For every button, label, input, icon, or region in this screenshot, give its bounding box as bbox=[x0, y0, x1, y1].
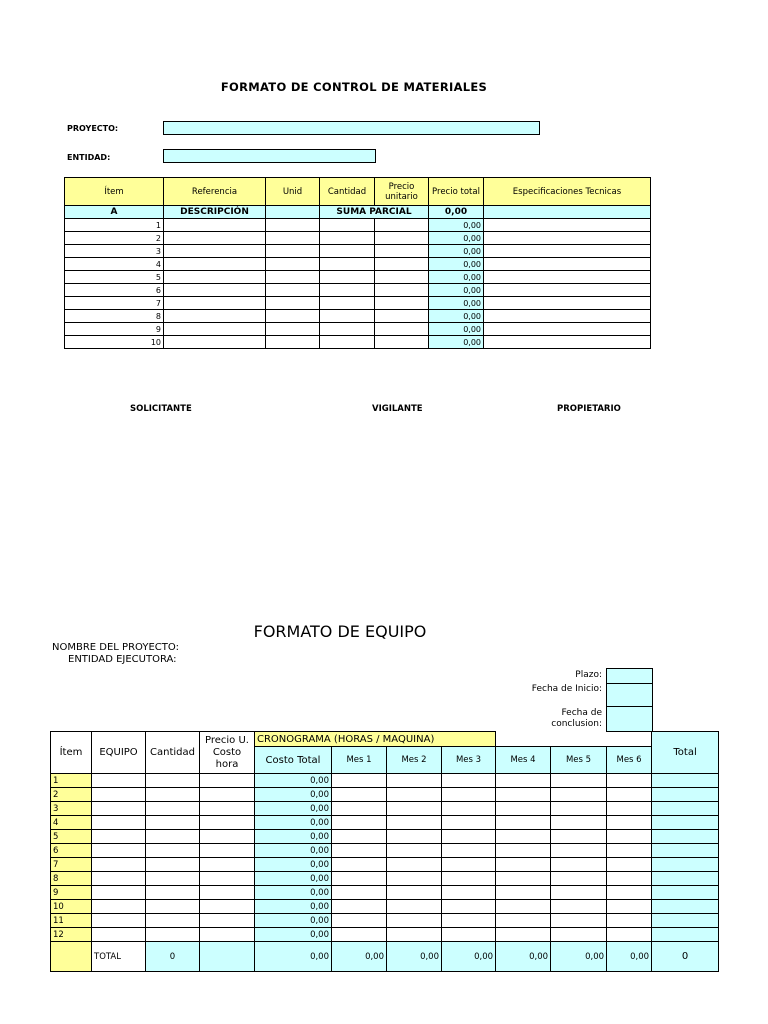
materiales-row bbox=[65, 271, 651, 284]
eq-row-precio-cell[interactable] bbox=[200, 914, 255, 928]
eq-row-item-number: 9 bbox=[51, 886, 92, 900]
eq-row-costo-total: 0,00 bbox=[255, 914, 332, 928]
row-item-number: 3 bbox=[65, 245, 164, 258]
eq-row-mes-6-cell[interactable] bbox=[607, 900, 652, 914]
row-precio-total: 0,00 bbox=[429, 284, 484, 297]
eq-row-mes-2-cell[interactable] bbox=[387, 858, 442, 872]
eq-row-mes-4-cell[interactable] bbox=[496, 816, 551, 830]
row-item-number: 7 bbox=[65, 297, 164, 310]
row-unid-cell[interactable] bbox=[266, 219, 320, 232]
eq-row-item-number: 1 bbox=[51, 774, 92, 788]
eq-row-precio-cell[interactable] bbox=[200, 886, 255, 900]
row-referencia-cell[interactable] bbox=[164, 245, 266, 258]
row-item-number: 9 bbox=[65, 323, 164, 336]
eq-row-total-cell bbox=[652, 774, 719, 788]
eq-row-costo-total: 0,00 bbox=[255, 928, 332, 942]
eq-row-mes-5-cell[interactable] bbox=[551, 844, 607, 858]
row-precio-unitario-cell[interactable] bbox=[375, 271, 429, 284]
fecha-inicio-field[interactable] bbox=[606, 683, 653, 707]
eq-row-item-number: 6 bbox=[51, 844, 92, 858]
eq-row-equipo-cell[interactable] bbox=[92, 816, 146, 830]
eq-row-precio-cell[interactable] bbox=[200, 872, 255, 886]
signature-solicitante: SOLICITANTE bbox=[130, 404, 192, 414]
materiales-title: FORMATO DE CONTROL DE MATERIALES bbox=[220, 80, 488, 94]
row-referencia-cell[interactable] bbox=[164, 219, 266, 232]
equipo-row bbox=[51, 788, 719, 802]
eq-row-mes-3-cell[interactable] bbox=[442, 830, 496, 844]
eq-row-mes-1-cell[interactable] bbox=[332, 928, 387, 942]
eq-row-cantidad-cell[interactable] bbox=[146, 802, 200, 816]
eq-row-costo-total: 0,00 bbox=[255, 844, 332, 858]
eq-total-mes-6: 0,00 bbox=[607, 942, 652, 972]
row-item-number: 10 bbox=[65, 336, 164, 349]
eq-row-mes-3-cell[interactable] bbox=[442, 886, 496, 900]
eq-row-total-cell bbox=[652, 872, 719, 886]
eq-row-mes-3-cell[interactable] bbox=[442, 774, 496, 788]
eq-row-mes-1-cell[interactable] bbox=[332, 816, 387, 830]
row-referencia-cell[interactable] bbox=[164, 271, 266, 284]
row-especificaciones-cell[interactable] bbox=[484, 323, 651, 336]
equipo-row bbox=[51, 900, 719, 914]
eq-row-item-number: 4 bbox=[51, 816, 92, 830]
eq-row-precio-cell[interactable] bbox=[200, 788, 255, 802]
eq-row-precio-cell[interactable] bbox=[200, 928, 255, 942]
eq-row-total-cell bbox=[652, 886, 719, 900]
row-cantidad-cell[interactable] bbox=[320, 297, 375, 310]
plazo-field[interactable] bbox=[606, 668, 653, 684]
eq-row-mes-5-cell[interactable] bbox=[551, 928, 607, 942]
eq-row-precio-cell[interactable] bbox=[200, 844, 255, 858]
header-item: Ítem bbox=[65, 178, 164, 206]
row-precio-unitario-cell[interactable] bbox=[375, 219, 429, 232]
eq-row-mes-6-cell[interactable] bbox=[607, 858, 652, 872]
row-referencia-cell[interactable] bbox=[164, 232, 266, 245]
eq-header-mes-4: Mes 4 bbox=[496, 747, 551, 774]
eq-row-equipo-cell[interactable] bbox=[92, 928, 146, 942]
eq-total-costo: 0,00 bbox=[255, 942, 332, 972]
eq-row-mes-2-cell[interactable] bbox=[387, 788, 442, 802]
eq-row-total-cell bbox=[652, 844, 719, 858]
eq-row-equipo-cell[interactable] bbox=[92, 802, 146, 816]
eq-row-costo-total: 0,00 bbox=[255, 816, 332, 830]
eq-row-total-cell bbox=[652, 928, 719, 942]
row-cantidad-cell[interactable] bbox=[320, 336, 375, 349]
row-especificaciones-cell[interactable] bbox=[484, 232, 651, 245]
eq-row-mes-2-cell[interactable] bbox=[387, 830, 442, 844]
eq-total-mes-5: 0,00 bbox=[551, 942, 607, 972]
eq-row-item-number: 2 bbox=[51, 788, 92, 802]
eq-row-equipo-cell[interactable] bbox=[92, 830, 146, 844]
eq-row-cantidad-cell[interactable] bbox=[146, 844, 200, 858]
eq-row-cantidad-cell[interactable] bbox=[146, 928, 200, 942]
row-item-number: 5 bbox=[65, 271, 164, 284]
eq-row-item-number: 8 bbox=[51, 872, 92, 886]
eq-row-mes-3-cell[interactable] bbox=[442, 788, 496, 802]
eq-row-mes-5-cell[interactable] bbox=[551, 900, 607, 914]
eq-row-item-number: 7 bbox=[51, 858, 92, 872]
materiales-row bbox=[65, 232, 651, 245]
eq-row-mes-6-cell[interactable] bbox=[607, 928, 652, 942]
row-cantidad-cell[interactable] bbox=[320, 245, 375, 258]
eq-row-mes-4-cell[interactable] bbox=[496, 914, 551, 928]
row-especificaciones-cell[interactable] bbox=[484, 284, 651, 297]
eq-row-item-number: 12 bbox=[51, 928, 92, 942]
row-cantidad-cell[interactable] bbox=[320, 284, 375, 297]
row-precio-total: 0,00 bbox=[429, 245, 484, 258]
eq-row-costo-total: 0,00 bbox=[255, 858, 332, 872]
eq-row-costo-total: 0,00 bbox=[255, 900, 332, 914]
eq-row-mes-1-cell[interactable] bbox=[332, 844, 387, 858]
eq-row-mes-6-cell[interactable] bbox=[607, 802, 652, 816]
fecha-inicio-label: Fecha de Inicio: bbox=[531, 684, 602, 694]
proyecto-label: PROYECTO: bbox=[67, 124, 119, 133]
materiales-row bbox=[65, 284, 651, 297]
eq-row-cantidad-cell[interactable] bbox=[146, 788, 200, 802]
header-precio-total: Precio total bbox=[429, 178, 484, 206]
materiales-row bbox=[65, 245, 651, 258]
eq-row-mes-2-cell[interactable] bbox=[387, 844, 442, 858]
row-referencia-cell[interactable] bbox=[164, 284, 266, 297]
eq-row-mes-1-cell[interactable] bbox=[332, 830, 387, 844]
eq-row-mes-6-cell[interactable] bbox=[607, 774, 652, 788]
eq-header-cantidad: Cantidad bbox=[146, 732, 200, 774]
eq-row-mes-1-cell[interactable] bbox=[332, 900, 387, 914]
eq-row-cantidad-cell[interactable] bbox=[146, 886, 200, 900]
row-precio-total: 0,00 bbox=[429, 232, 484, 245]
eq-row-cantidad-cell[interactable] bbox=[146, 774, 200, 788]
eq-row-mes-4-cell[interactable] bbox=[496, 788, 551, 802]
eq-row-mes-6-cell[interactable] bbox=[607, 872, 652, 886]
eq-row-costo-total: 0,00 bbox=[255, 774, 332, 788]
row-referencia-cell[interactable] bbox=[164, 323, 266, 336]
eq-header-mes-3: Mes 3 bbox=[442, 747, 496, 774]
row-item-number: 4 bbox=[65, 258, 164, 271]
eq-row-mes-3-cell[interactable] bbox=[442, 900, 496, 914]
eq-row-mes-1-cell[interactable] bbox=[332, 802, 387, 816]
nombre-proyecto-label: NOMBRE DEL PROYECTO: bbox=[52, 642, 179, 653]
eq-row-mes-5-cell[interactable] bbox=[551, 914, 607, 928]
eq-row-mes-2-cell[interactable] bbox=[387, 914, 442, 928]
row-especificaciones-cell[interactable] bbox=[484, 245, 651, 258]
eq-total-mes-2: 0,00 bbox=[387, 942, 442, 972]
eq-row-mes-5-cell[interactable] bbox=[551, 886, 607, 900]
signature-propietario: PROPIETARIO bbox=[557, 404, 621, 414]
eq-row-mes-6-cell[interactable] bbox=[607, 914, 652, 928]
eq-header-mes-5: Mes 5 bbox=[551, 747, 607, 774]
row-unid-cell[interactable] bbox=[266, 258, 320, 271]
row-item-number: 1 bbox=[65, 219, 164, 232]
equipo-row bbox=[51, 886, 719, 900]
eq-row-mes-6-cell[interactable] bbox=[607, 886, 652, 900]
eq-row-cantidad-cell[interactable] bbox=[146, 900, 200, 914]
eq-row-mes-2-cell[interactable] bbox=[387, 928, 442, 942]
eq-row-costo-total: 0,00 bbox=[255, 830, 332, 844]
eq-row-mes-4-cell[interactable] bbox=[496, 774, 551, 788]
row-cantidad-cell[interactable] bbox=[320, 271, 375, 284]
eq-row-equipo-cell[interactable] bbox=[92, 872, 146, 886]
header-especificaciones: Especificaciones Tecnicas bbox=[484, 178, 651, 206]
row-cantidad-cell[interactable] bbox=[320, 310, 375, 323]
eq-row-mes-3-cell[interactable] bbox=[442, 816, 496, 830]
eq-row-item-number: 11 bbox=[51, 914, 92, 928]
eq-header-mes-2: Mes 2 bbox=[387, 747, 442, 774]
eq-header-total: Total bbox=[652, 732, 719, 774]
eq-row-mes-1-cell[interactable] bbox=[332, 774, 387, 788]
entidad-field[interactable] bbox=[163, 149, 376, 163]
eq-row-mes-3-cell[interactable] bbox=[442, 858, 496, 872]
equipo-row bbox=[51, 844, 719, 858]
equipo-row bbox=[51, 816, 719, 830]
eq-row-total-cell bbox=[652, 914, 719, 928]
eq-row-mes-6-cell[interactable] bbox=[607, 830, 652, 844]
row-especificaciones-cell[interactable] bbox=[484, 271, 651, 284]
header-precio-unitario: Precio unitario bbox=[375, 178, 429, 206]
eq-row-mes-3-cell[interactable] bbox=[442, 928, 496, 942]
row-cantidad-cell[interactable] bbox=[320, 258, 375, 271]
eq-header-cronograma: CRONOGRAMA (HORAS / MAQUINA) bbox=[255, 732, 496, 747]
eq-row-mes-4-cell[interactable] bbox=[496, 844, 551, 858]
row-unid-cell[interactable] bbox=[266, 245, 320, 258]
eq-row-cantidad-cell[interactable] bbox=[146, 872, 200, 886]
equipo-row bbox=[51, 928, 719, 942]
eq-row-mes-4-cell[interactable] bbox=[496, 802, 551, 816]
eq-row-mes-3-cell[interactable] bbox=[442, 914, 496, 928]
eq-row-mes-2-cell[interactable] bbox=[387, 872, 442, 886]
signature-vigilante: VIGILANTE bbox=[372, 404, 423, 414]
equipo-header-row-1 bbox=[51, 732, 719, 747]
row-unid-cell[interactable] bbox=[266, 271, 320, 284]
row-unid-cell[interactable] bbox=[266, 284, 320, 297]
entidad-ejecutora-label: ENTIDAD EJECUTORA: bbox=[68, 654, 177, 665]
materiales-table bbox=[64, 177, 651, 349]
eq-row-precio-cell[interactable] bbox=[200, 774, 255, 788]
eq-header-mes-6: Mes 6 bbox=[607, 747, 652, 774]
row-precio-total: 0,00 bbox=[429, 310, 484, 323]
eq-row-mes-2-cell[interactable] bbox=[387, 886, 442, 900]
eq-header-mes-1: Mes 1 bbox=[332, 747, 387, 774]
eq-row-precio-cell[interactable] bbox=[200, 830, 255, 844]
eq-row-mes-5-cell[interactable] bbox=[551, 788, 607, 802]
eq-row-mes-6-cell[interactable] bbox=[607, 816, 652, 830]
equipo-row bbox=[51, 802, 719, 816]
section-descripcion: DESCRIPCIÓN bbox=[164, 206, 266, 219]
eq-row-mes-4-cell[interactable] bbox=[496, 900, 551, 914]
eq-total-total: 0 bbox=[652, 942, 719, 972]
proyecto-field[interactable] bbox=[163, 121, 540, 135]
eq-total-label: TOTAL bbox=[92, 942, 146, 972]
eq-row-mes-5-cell[interactable] bbox=[551, 774, 607, 788]
equipo-row bbox=[51, 858, 719, 872]
eq-row-equipo-cell[interactable] bbox=[92, 774, 146, 788]
row-precio-total: 0,00 bbox=[429, 297, 484, 310]
eq-row-cantidad-cell[interactable] bbox=[146, 914, 200, 928]
section-item: A bbox=[65, 206, 164, 219]
eq-row-mes-4-cell[interactable] bbox=[496, 830, 551, 844]
eq-row-mes-4-cell[interactable] bbox=[496, 886, 551, 900]
eq-header-precio: Precio U. Costo hora bbox=[200, 732, 255, 774]
eq-row-mes-4-cell[interactable] bbox=[496, 928, 551, 942]
eq-row-mes-1-cell[interactable] bbox=[332, 872, 387, 886]
eq-row-cantidad-cell[interactable] bbox=[146, 830, 200, 844]
eq-total-mes-1: 0,00 bbox=[332, 942, 387, 972]
materiales-row bbox=[65, 323, 651, 336]
row-cantidad-cell[interactable] bbox=[320, 323, 375, 336]
eq-header-item: Ítem bbox=[51, 732, 92, 774]
eq-row-mes-1-cell[interactable] bbox=[332, 858, 387, 872]
eq-row-item-number: 3 bbox=[51, 802, 92, 816]
row-precio-total: 0,00 bbox=[429, 258, 484, 271]
eq-row-precio-cell[interactable] bbox=[200, 802, 255, 816]
eq-row-total-cell bbox=[652, 788, 719, 802]
eq-row-equipo-cell[interactable] bbox=[92, 886, 146, 900]
equipo-title: FORMATO DE EQUIPO bbox=[253, 622, 427, 641]
eq-row-costo-total: 0,00 bbox=[255, 802, 332, 816]
eq-row-precio-cell[interactable] bbox=[200, 816, 255, 830]
eq-row-mes-5-cell[interactable] bbox=[551, 858, 607, 872]
row-cantidad-cell[interactable] bbox=[320, 232, 375, 245]
materiales-row bbox=[65, 219, 651, 232]
eq-row-equipo-cell[interactable] bbox=[92, 914, 146, 928]
eq-row-costo-total: 0,00 bbox=[255, 872, 332, 886]
eq-row-item-number: 5 bbox=[51, 830, 92, 844]
eq-row-costo-total: 0,00 bbox=[255, 788, 332, 802]
row-precio-unitario-cell[interactable] bbox=[375, 336, 429, 349]
row-referencia-cell[interactable] bbox=[164, 258, 266, 271]
row-especificaciones-cell[interactable] bbox=[484, 297, 651, 310]
row-precio-total: 0,00 bbox=[429, 336, 484, 349]
eq-total-mes-4: 0,00 bbox=[496, 942, 551, 972]
eq-row-mes-6-cell[interactable] bbox=[607, 844, 652, 858]
row-unid-cell[interactable] bbox=[266, 336, 320, 349]
materiales-row bbox=[65, 336, 651, 349]
eq-total-cantidad: 0 bbox=[146, 942, 200, 972]
section-suma-parcial: SUMA PARCIAL bbox=[320, 206, 429, 219]
row-unid-cell[interactable] bbox=[266, 323, 320, 336]
eq-row-cantidad-cell[interactable] bbox=[146, 816, 200, 830]
eq-row-total-cell bbox=[652, 816, 719, 830]
eq-row-mes-4-cell[interactable] bbox=[496, 872, 551, 886]
row-precio-unitario-cell[interactable] bbox=[375, 310, 429, 323]
row-especificaciones-cell[interactable] bbox=[484, 336, 651, 349]
header-cantidad: Cantidad bbox=[320, 178, 375, 206]
materiales-row bbox=[65, 310, 651, 323]
row-precio-total: 0,00 bbox=[429, 323, 484, 336]
row-precio-unitario-cell[interactable] bbox=[375, 258, 429, 271]
eq-row-mes-2-cell[interactable] bbox=[387, 816, 442, 830]
row-precio-unitario-cell[interactable] bbox=[375, 297, 429, 310]
header-referencia: Referencia bbox=[164, 178, 266, 206]
row-precio-unitario-cell[interactable] bbox=[375, 245, 429, 258]
equipo-total-row bbox=[51, 942, 719, 972]
eq-row-mes-2-cell[interactable] bbox=[387, 802, 442, 816]
eq-row-mes-1-cell[interactable] bbox=[332, 886, 387, 900]
row-referencia-cell[interactable] bbox=[164, 297, 266, 310]
eq-row-mes-5-cell[interactable] bbox=[551, 830, 607, 844]
row-precio-unitario-cell[interactable] bbox=[375, 232, 429, 245]
section-total: 0,00 bbox=[429, 206, 484, 219]
row-especificaciones-cell[interactable] bbox=[484, 219, 651, 232]
eq-row-mes-2-cell[interactable] bbox=[387, 900, 442, 914]
row-item-number: 8 bbox=[65, 310, 164, 323]
row-unid-cell[interactable] bbox=[266, 297, 320, 310]
eq-row-mes-3-cell[interactable] bbox=[442, 872, 496, 886]
eq-row-precio-cell[interactable] bbox=[200, 900, 255, 914]
equipo-row bbox=[51, 830, 719, 844]
row-item-number: 6 bbox=[65, 284, 164, 297]
eq-header-costo-total: Costo Total bbox=[255, 747, 332, 774]
row-referencia-cell[interactable] bbox=[164, 310, 266, 323]
eq-row-mes-3-cell[interactable] bbox=[442, 802, 496, 816]
row-item-number: 2 bbox=[65, 232, 164, 245]
eq-row-mes-3-cell[interactable] bbox=[442, 844, 496, 858]
row-especificaciones-cell[interactable] bbox=[484, 258, 651, 271]
row-unid-cell[interactable] bbox=[266, 232, 320, 245]
eq-row-mes-2-cell[interactable] bbox=[387, 774, 442, 788]
eq-row-total-cell bbox=[652, 830, 719, 844]
eq-row-total-cell bbox=[652, 858, 719, 872]
plazo-label: Plazo: bbox=[575, 670, 602, 680]
eq-row-equipo-cell[interactable] bbox=[92, 858, 146, 872]
materiales-row bbox=[65, 258, 651, 271]
entidad-label: ENTIDAD: bbox=[67, 153, 111, 162]
eq-row-cantidad-cell[interactable] bbox=[146, 858, 200, 872]
eq-row-item-number: 10 bbox=[51, 900, 92, 914]
eq-header-equipo: EQUIPO bbox=[92, 732, 146, 774]
equipo-row bbox=[51, 872, 719, 886]
row-especificaciones-cell[interactable] bbox=[484, 310, 651, 323]
eq-row-equipo-cell[interactable] bbox=[92, 900, 146, 914]
eq-row-total-cell bbox=[652, 802, 719, 816]
eq-row-mes-1-cell[interactable] bbox=[332, 914, 387, 928]
row-cantidad-cell[interactable] bbox=[320, 219, 375, 232]
eq-row-mes-4-cell[interactable] bbox=[496, 858, 551, 872]
eq-row-mes-5-cell[interactable] bbox=[551, 872, 607, 886]
row-precio-unitario-cell[interactable] bbox=[375, 284, 429, 297]
row-unid-cell[interactable] bbox=[266, 310, 320, 323]
eq-row-equipo-cell[interactable] bbox=[92, 844, 146, 858]
eq-row-equipo-cell[interactable] bbox=[92, 788, 146, 802]
eq-row-mes-6-cell[interactable] bbox=[607, 788, 652, 802]
eq-row-costo-total: 0,00 bbox=[255, 886, 332, 900]
eq-row-mes-1-cell[interactable] bbox=[332, 788, 387, 802]
section-row bbox=[65, 206, 651, 219]
header-unid: Unid bbox=[266, 178, 320, 206]
eq-row-total-cell bbox=[652, 900, 719, 914]
eq-total-mes-3: 0,00 bbox=[442, 942, 496, 972]
materiales-row bbox=[65, 297, 651, 310]
materiales-header-row bbox=[65, 178, 651, 206]
eq-row-precio-cell[interactable] bbox=[200, 858, 255, 872]
row-precio-total: 0,00 bbox=[429, 219, 484, 232]
row-precio-total: 0,00 bbox=[429, 271, 484, 284]
row-precio-unitario-cell[interactable] bbox=[375, 323, 429, 336]
equipo-table bbox=[50, 731, 719, 972]
eq-row-mes-5-cell[interactable] bbox=[551, 802, 607, 816]
fecha-conclusion-label: Fecha de conclusion: bbox=[551, 708, 602, 729]
equipo-row bbox=[51, 774, 719, 788]
fecha-conclusion-field[interactable] bbox=[606, 706, 653, 732]
row-referencia-cell[interactable] bbox=[164, 336, 266, 349]
eq-row-mes-5-cell[interactable] bbox=[551, 816, 607, 830]
equipo-row bbox=[51, 914, 719, 928]
